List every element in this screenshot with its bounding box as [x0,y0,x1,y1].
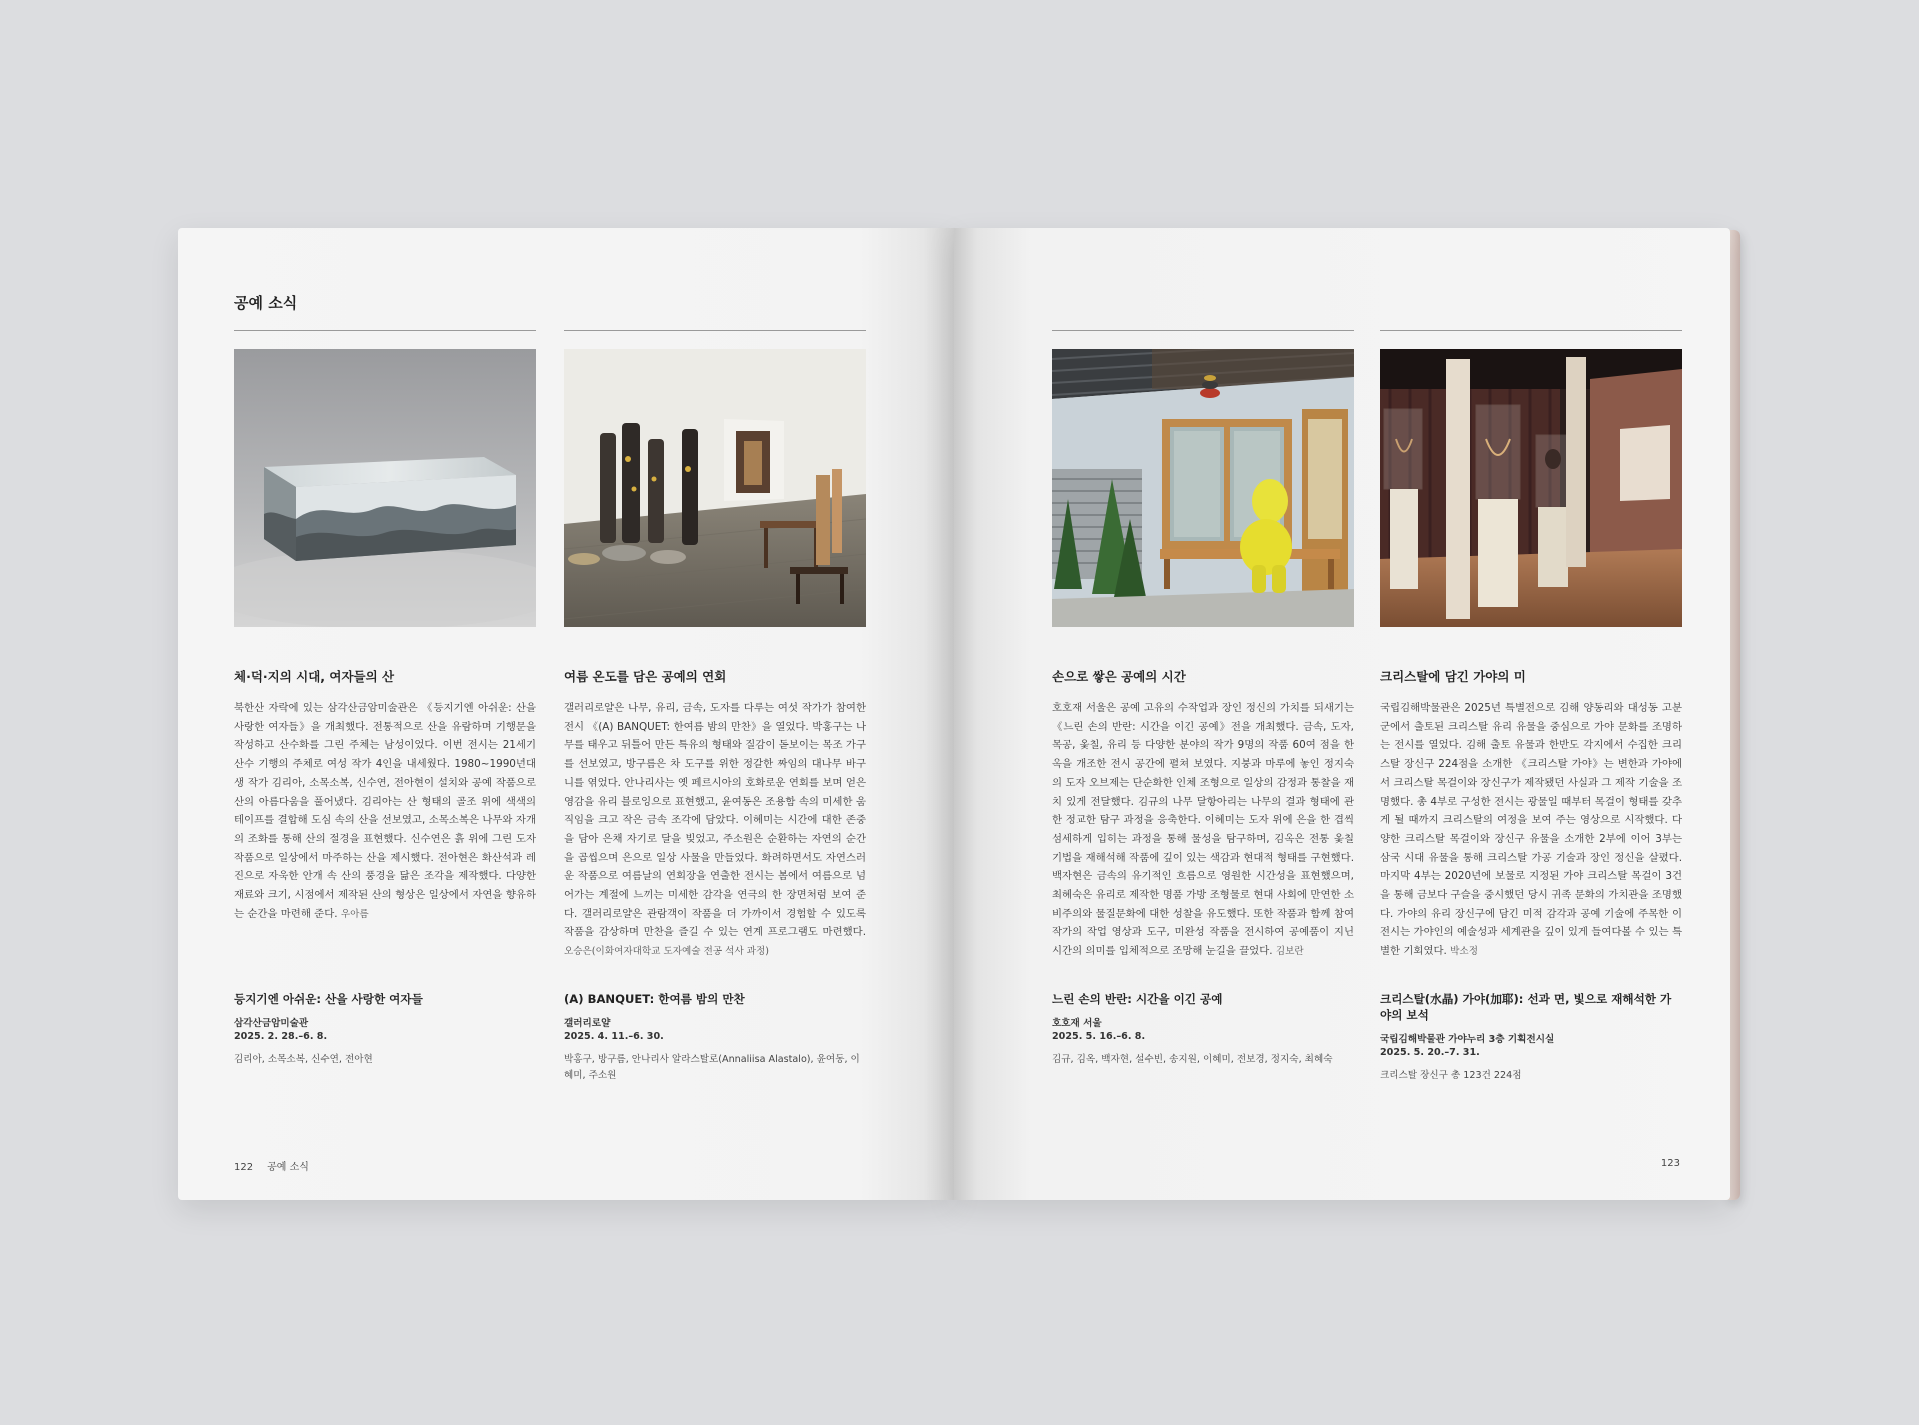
mountain-sculpture-image [234,349,536,627]
article-column [564,330,866,1084]
article-photo-sculpture [234,349,536,627]
article-text: 호호재 서울은 공예 고유의 수작업과 장인 정신의 가치를 되새기는 《느린 손의 반란: 시간을 이긴 공예》전을 개최했다. 금속, 도자, 목공, 옻칠, 유리 등 다양한 분야의 작가 9명의 작품 60여 점을 한옥을 개조한 전시 공간에 펼쳐 보였다. 지붕과 마루에 놓인 정지숙의 도자 오브제는 단순화한 인체 조형으로 일상의 감정과 통찰을 재치 있게 전달했다. 김규의 나무 달항아리는 나무의 결과 형태에 관한 정교한 탐구 과정을 응축한다. 이혜미는 도자 위에 은을 한 겹씩 섬세하게 입히는 과정을 통해 물성을 탐구하며, 김옥은 전통 옻칠 기법을 재해석해 작품에 깊이 있는 색감과 현대적 형태를 구현했다. 백자현은 금속의 유기적인 흐름으로 영원한 시간성을 표현했으며, 최혜숙은 유리로 제작한 명품 가방 조형물로 현대 사회에 만연한 소비주의와 물질문화에 대한 성찰을 유도했다. 또한 작품과 함께 참여 작가의 작업 영상과 도구, 미완성 작품을 전시하여 공예품이 지닌 시간의 의미를 입체적으로 조망해 눈길을 끌었다. [1052,702,1354,958]
exhibition-dates: 2025. 5. 16.–6. 8. [1052,1031,1146,1042]
article-credit: 박소정 [1450,946,1478,958]
hanok-courtyard-image [1052,349,1354,627]
section-title: 공예 소식 [234,294,298,312]
article-text: 국립김해박물관은 2025년 특별전으로 김해 양동리와 대성동 고분군에서 출토된 크리스탈 유리 유물을 중심으로 가야 문화를 조명하는 전시를 열었다. 김해 출토 유물과 한반도 각지에서 수집한 크리스탈 장신구 224점을 소개한 《크리스탈 가야》는 변한과 가야에서 크리스탈 목걸이와 장신구가 제작됐던 사실과 그 제작 기술을 조명했다. 총 4부로 구성한 전시는 광물일 때부터 목걸이 형태를 갖추게 될 때까지 크리스탈의 여정을 보여 주는 영상으로 시작했다. 다양한 크리스탈 목걸이와 장신구 유물을 소개한 2부에 이어 3부는 삼국 시대 유물을 통해 크리스탈 가공 기술과 장인 정신을 살폈다. 마지막 4부는 2020년에 보물로 지정된 가야 크리스탈 목걸이 3건을 통해 금보다 구슬을 중시했던 당시 귀족 문화의 가치관을 조명했다. 가야의 유리 장신구에 담긴 미적 감각과 공예 기술에 주목한 이 전시는 가야인의 예술성과 세계관을 깊이 있게 들여다볼 수 있는 특별한 기회였다. [1380,702,1682,958]
article-column [234,330,536,1068]
column-rule [1380,330,1682,331]
left-page [178,228,954,1200]
exhibition-artists: 김규, 김옥, 백자현, 설수빈, 송지원, 이혜미, 전보경, 정지숙, 최혜숙 [1052,1054,1333,1065]
article-photo-gallery [564,349,866,627]
exhibition-artists: 박홍구, 방구름, 안나리사 알라스탈로(Annaliisa Alastalo), 윤여동, 이혜미, 주소원 [564,1054,860,1081]
article-title: 체·덕·지의 시대, 여자들의 산 [234,669,395,684]
exhibition-venue: 국립김해박물관 가야누리 3층 기획전시실 [1380,1034,1555,1045]
article-photo-hanok [1052,349,1354,627]
column-rule [1052,330,1354,331]
exhibition-dates: 2025. 4. 11.–6. 30. [564,1031,664,1042]
article-credit: 김보란 [1275,946,1304,958]
article-title: 손으로 쌓은 공예의 시간 [1052,669,1186,684]
exhibition-title: 느린 손의 반란: 시간을 이긴 공예 [1052,992,1223,1006]
crystal-exhibition-image [1380,349,1682,627]
article-credit: 오승은(이화여자대학교 도자예술 전공 석사 과정) [564,946,770,958]
exhibition-artists: 김리아, 소목소복, 신수연, 전아현 [234,1054,373,1065]
gallery-banquet-image [564,349,866,627]
exhibition-dates: 2025. 2. 28.–6. 8. [234,1031,328,1042]
article-text: 갤러리로얄은 나무, 유리, 금속, 도자를 다루는 여섯 작가가 참여한 전시 《(A) BANQUET: 한여름 밤의 만찬》을 열었다. 박홍구는 나무를 태우고 뒤틀어 만든 특유의 형태와 질감이 돋보이는 목조 가구를 선보였고, 방구름은 차 도구를 위한 정갈한 짜임의 대나무 바구니를 엮었다. 안나리사는 옛 페르시아의 호화로운 연회를 보며 얻은 영감을 유리 블로잉으로 표현했고, 윤여동은 조용함 속의 미세한 움직임을 크고 작은 금속 조각에 담았다. 이혜미는 시간에 대한 존중을 담아 은채 자기로 달을 빚었고, 주소원은 순환하는 자연의 순간을 곱씹으며 은으로 일상 사물을 만들었다. 화려하면서도 자연스러운 작품으로 여름날의 연회장을 연출한 전시는 봄에서 여름으로 넘어가는 계절에 느끼는 미세한 감각을 연극의 한 장면처럼 보여 준다. 갤러리로얄은 관람객이 작품을 더 가까이서 경험할 수 있도록 작품을 감상하며 만찬을 즐길 수 있는 연계 프로그램도 마련했다. [564,702,866,939]
article-photo-crystal [1380,349,1682,627]
page-number: 122 [234,1162,254,1173]
article-column [1052,330,1354,1068]
article-body [234,699,536,979]
article-column [1380,330,1682,1084]
page-folio-left [234,1158,309,1173]
exhibition-dates: 2025. 5. 20.–7. 31. [1380,1047,1480,1058]
article-body [564,699,866,979]
right-page [954,228,1730,1200]
column-rule [564,330,866,331]
article-title: 크리스탈에 담긴 가야의 미 [1380,669,1526,684]
exhibition-title: 크리스탈(水晶) 가야(加耶): 선과 면, 빛으로 재해석한 가야의 보석 [1380,992,1672,1022]
exhibition-title: (A) BANQUET: 한여름 밤의 만찬 [564,992,745,1006]
article-title: 여름 온도를 담은 공예의 연회 [564,669,727,684]
exhibition-venue: 호호재 서울 [1052,1018,1102,1029]
exhibition-venue: 갤러리로얄 [564,1018,611,1029]
article-body [1380,699,1682,979]
exhibition-venue: 삼각산금암미술관 [234,1018,309,1029]
folio-label: 공예 소식 [267,1162,309,1173]
article-body [1052,699,1354,979]
article-text: 북한산 자락에 있는 삼각산금암미술관은 《등지기엔 아쉬운: 산을 사랑한 여자들》을 개최했다. 전통적으로 산을 유람하며 기행문을 작성하고 산수화를 그린 주체는 남성이었다. 이번 전시는 21세기 산수 기행의 주체로 여성 작가 4인을 내세웠다. 1980~1990년대생 작가 김리아, 소목소복, 신수연, 전아현이 설치와 공예 작품으로 산의 아름다움을 풀어냈다. 김리아는 산 형태의 골조 위에 색색의 테이프를 결합해 도심 속의 산을 선보였고, 소목소복은 나무와 자개의 조화를 통해 산의 절경을 표현했다. 신수연은 흙 위에 그린 도자 작품으로 일상에서 마주하는 산을 제시했다. 전아현은 화산석과 레진으로 자욱한 안개 속 산의 풍경을 닮은 조각을 제작했다. 다양한 재료와 크기, 시점에서 제작된 산의 형상은 일상에서 자연을 향유하는 순간을 마련해 준다. [234,702,536,920]
page-folio-right [1661,1158,1680,1169]
page-number: 123 [1660,1158,1680,1169]
article-credit: 우아름 [340,908,369,920]
column-rule [234,330,536,331]
exhibition-title: 등지기엔 아쉬운: 산을 사랑한 여자들 [234,992,423,1006]
exhibition-artists: 크리스탈 장신구 총 123건 224점 [1380,1070,1522,1081]
